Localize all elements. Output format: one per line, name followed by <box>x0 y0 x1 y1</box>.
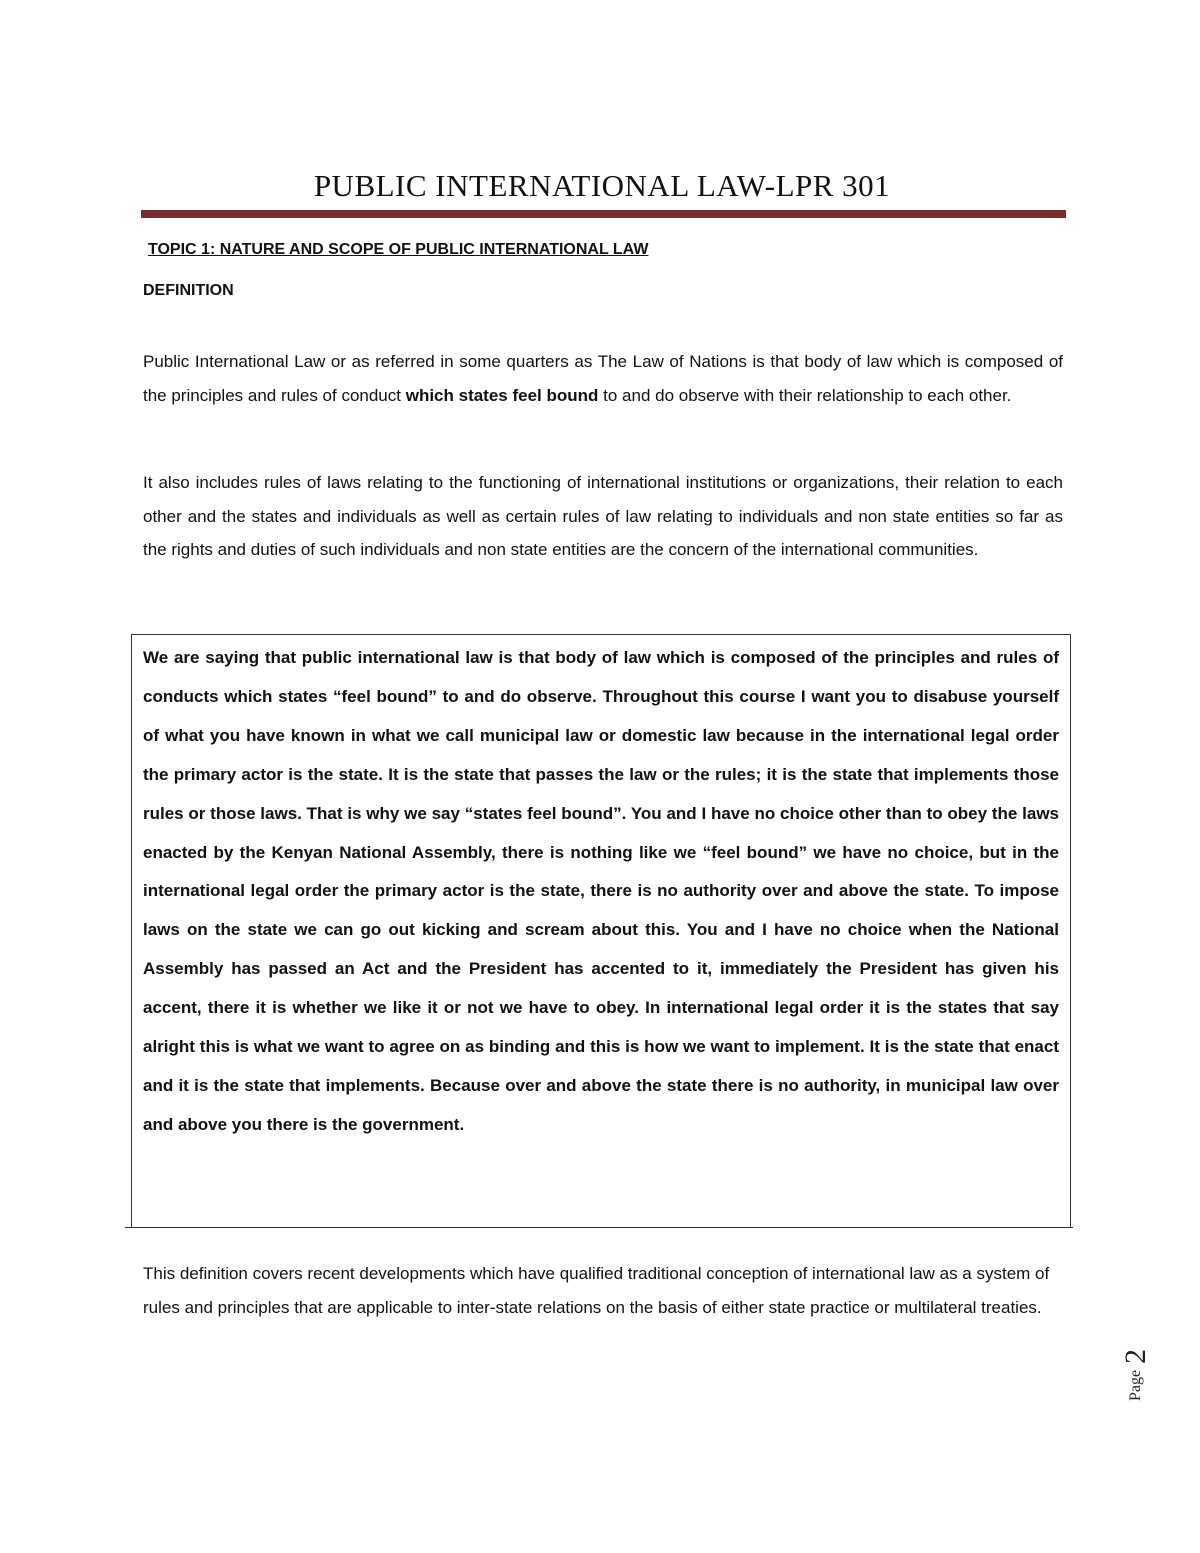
page-number-label <box>1116 1340 1156 1410</box>
definition-heading: DEFINITION <box>143 282 234 299</box>
definition-bold-phrase: which states feel bound <box>405 385 599 405</box>
boxed-note-bottom-rule <box>125 1227 1073 1228</box>
definition-paragraph <box>143 345 1063 412</box>
document-title: PUBLIC INTERNATIONAL LAW-LPR 301 <box>313 168 891 203</box>
page-number: 2 <box>1119 1348 1152 1364</box>
closing-paragraph: This definition covers recent developments which have qualified traditional conception of international law as a system of rules and principles that are applicable to inter-state relations on the basis of either state practice or multilateral treaties. <box>143 1264 1050 1317</box>
title-underline-rule <box>141 210 1066 218</box>
definition-paragraph-text-end: to and do observe with their relationship to each other. <box>598 385 1012 405</box>
definition-paragraph-text-start: Public International Law or as referred in some quarters as The Law of Nations is that body of law which is composed of the principles and rules of conduct <box>143 352 1063 405</box>
page-word: Page <box>1127 1369 1144 1402</box>
boxed-note-text: We are saying that public international law is that body of law which is composed of the principles and rules of conducts which states “feel bound” to and do observe. Throughout this course I want you to disabuse yourself of what you have known in what we call municipal law or domestic law because in the international legal order the primary actor is the state. It is the state that passes the law or the rules; it is the state that implements those rules or those laws. That is why we say “states feel bound”. You and I have no choice other than to obey the laws enacted by the Kenyan National Assembly, there is nothing like we “feel bound” we have no choice, but in the international legal order the primary actor is the state, there is no authority over and above the state. To impose laws on the state we can go out kicking and scream about this. You and I have no choice when the National Assembly has passed an Act and the President has accented to it, immediately the President has given his accent, there it is whether we like it or not we have to obey. In international legal order it is the states that say alright this is what we want to agree on as binding and this is how we want to implement. It is the state that enact and it is the state that implements. Because over and above the state there is no authority, in municipal law over and above you there is the government. <box>143 648 1059 1134</box>
topic-heading: TOPIC 1: NATURE AND SCOPE OF PUBLIC INTERNATIONAL LAW <box>148 241 649 258</box>
scope-paragraph: It also includes rules of laws relating to the functioning of international institutions or organizations, their relation to each other and the states and individuals as well as certain rules of law relating to individuals and non state entities so far as the rights and duties of such individuals and non state entities are the concern of the international communities. <box>143 473 1063 559</box>
